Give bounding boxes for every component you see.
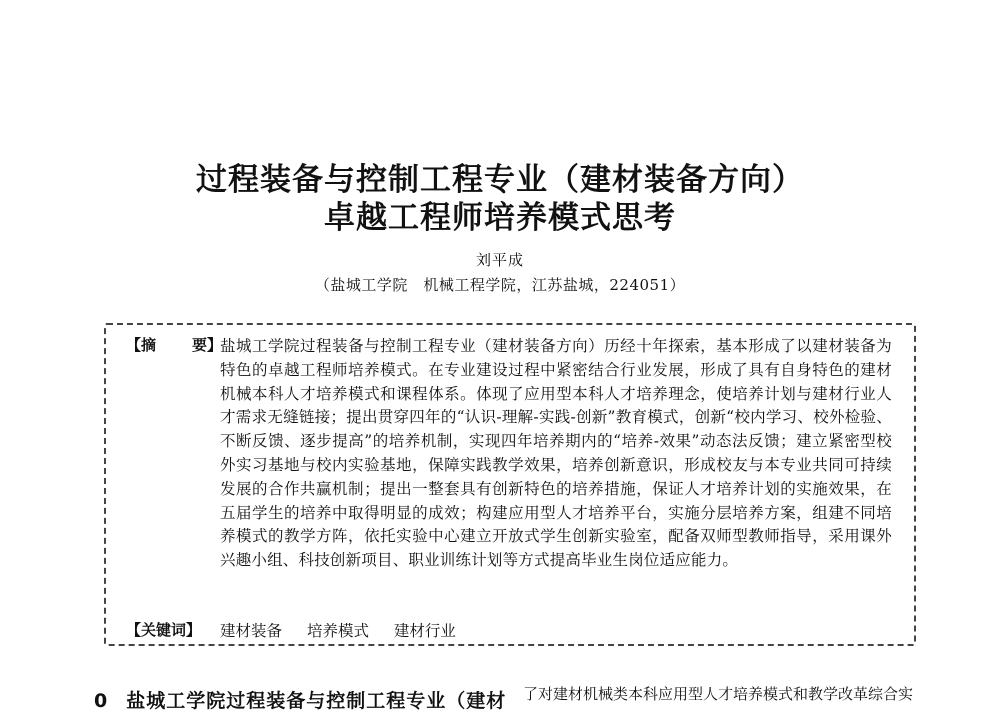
- section-heading-partial: [94, 686, 506, 713]
- abstract-label-text: 摘 要: [141, 336, 208, 354]
- keyword-item: 培养模式: [306, 622, 369, 640]
- keywords-list: [220, 619, 476, 641]
- author-name: 刘平成: [475, 251, 524, 269]
- keyword-item: 建材装备: [220, 622, 283, 640]
- keywords-label: 【关键词】: [126, 621, 202, 639]
- section-number: 0: [94, 690, 109, 712]
- body-text-partial: 了对建材机械类本科应用型人才培养模式和教学改革综合实: [523, 685, 914, 703]
- abstract-frame: [104, 323, 916, 646]
- paper-title-line-1: 过程装备与控制工程专业（建材装备方向）: [196, 162, 804, 198]
- abstract-body: 盐城工学院过程装备与控制工程专业（建材装备方向）历经十年探索，基本形成了以建材装备为特色的卓越工程师培养模式。在专业建设过程中紧密结合行业发展，形成了具有自身特色的建材机械本科人才培养模式和课程体系。体现了应用型本科人才培养理念，使培养计划与建材行业人才需求无缝链接；提出贯穿四年的“认识-理解-实践-创新”教育模式，创新“校内学习、校外检验、不断反馈、逐步提高”的培养机制，实现四年培养期内的“培养-效果”动态法反馈；建立紧密型校外实习基地与校内实验基地，保障实践教学效果，培养创新意识，形成校友与本专业共同可持续发展的合作共赢机制；提出一整套具有创新特色的培养措施，保证人才培养计划的实施效果，在五届学生的培养中取得明显的成效；构建应用型人才培养平台，实施分层培养方案，组建不同培养模式的教学方阵，依托实验中心建立开放式学生创新实验室，配备双师型教师指导，采用课外兴趣小组、科技创新项目、职业训练计划等方式提高毕业生岗位适应能力。: [220, 337, 892, 570]
- author-affiliation: （盐城工学院 机械工程学院，江苏盐城，224051）: [314, 276, 686, 294]
- abstract-label: 【摘 要】: [126, 336, 223, 354]
- paper-title-line-2: 卓越工程师培养模式思考: [324, 200, 676, 236]
- section-heading-text: 盐城工学院过程装备与控制工程专业（建材: [126, 690, 507, 712]
- keywords-label-text: 关键词: [141, 621, 187, 639]
- keyword-item: 建材行业: [393, 622, 456, 640]
